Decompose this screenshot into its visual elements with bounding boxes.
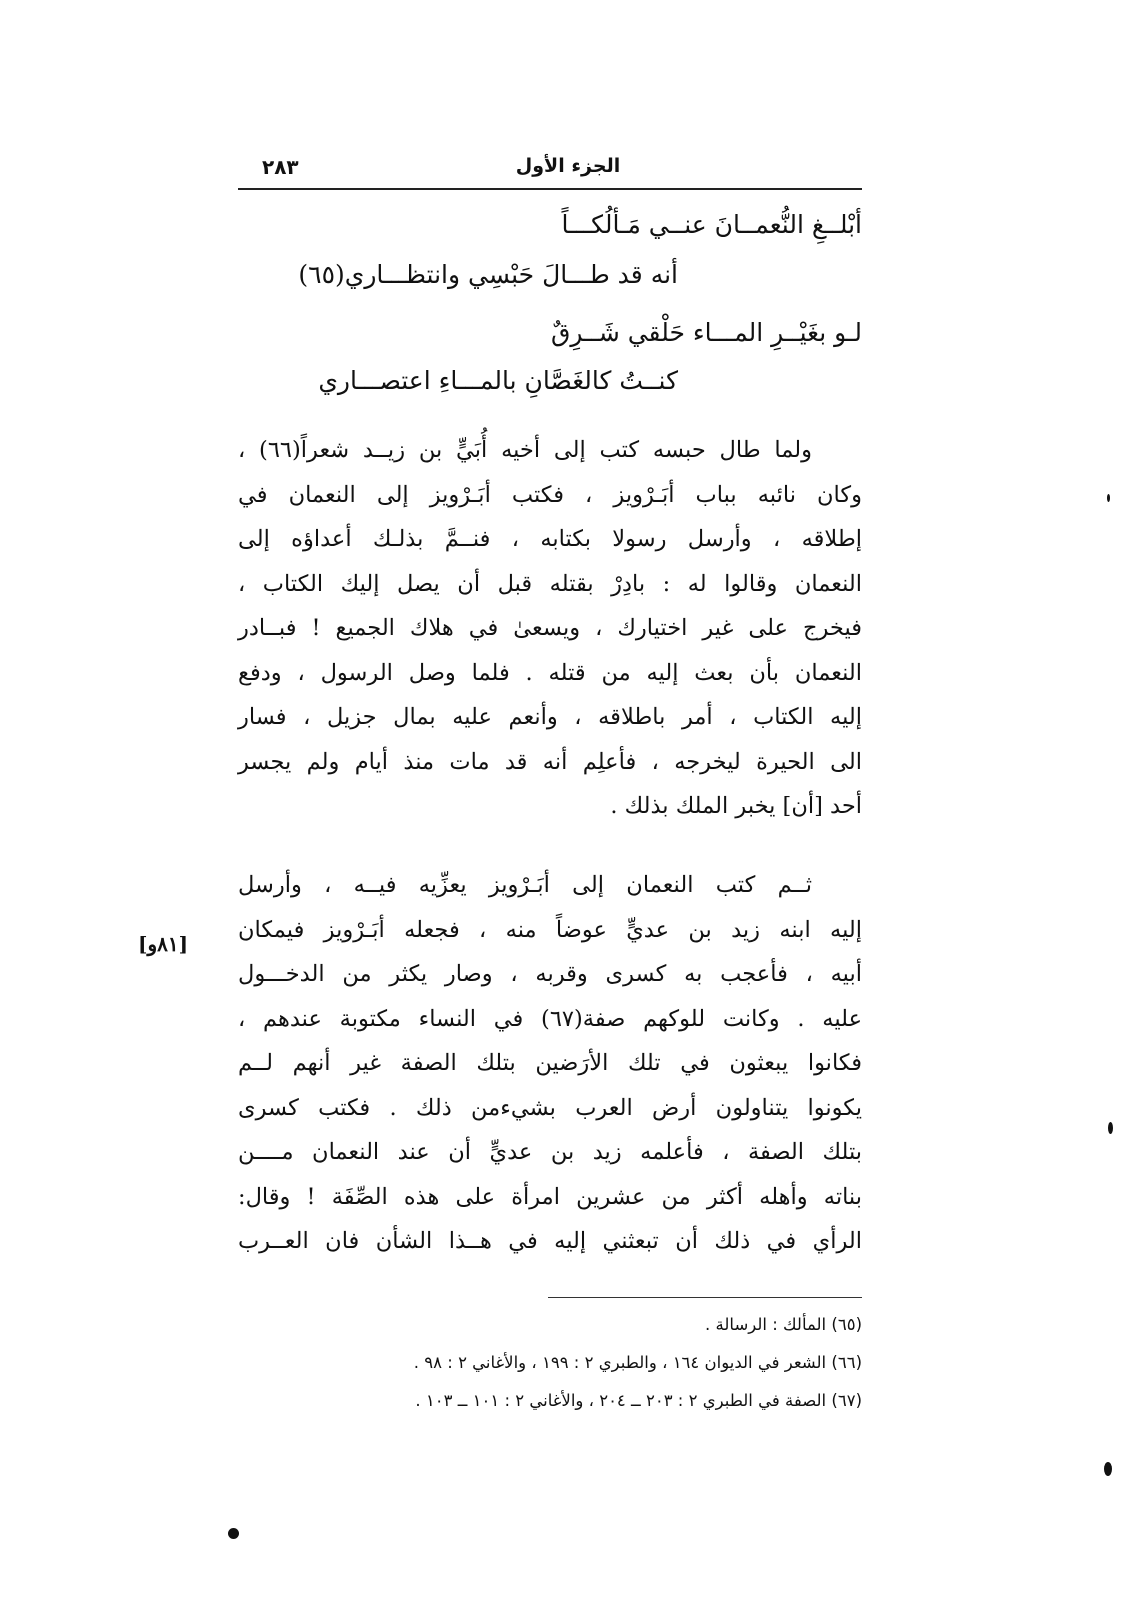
paragraph-line: النعمان بأن بعث إليه من قتله . فلما وصل الرسول ، ودفع	[238, 659, 862, 686]
paragraph-line: يكونوا يتناولون أرض العرب بشيءمن ذلك . فكتب كسرى	[238, 1094, 862, 1121]
paragraph-line: فيخرج على غير اختيارك ، ويسعىٰ في هلاك الجميع ! فبــادر	[238, 615, 862, 641]
footnote: (٦٥) المألك : الرسالة .	[705, 1315, 862, 1334]
page-number: ٢٨٣	[262, 155, 299, 179]
paragraph-line: فكانوا يبعثون في تلك الأرَضين بتلك الصفة غير أنهم لــم	[238, 1050, 862, 1076]
paragraph-line: النعمان وقالوا له : بادِرْ بقتله قبل أن يصل إليك الكتاب ،	[238, 570, 862, 597]
paragraph-line: وكان نائبه بباب أبَـرْويز ، فكتب أبَـرْويز إلى النعمان في	[238, 481, 862, 508]
paragraph-1	[238, 428, 862, 829]
scan-speck	[1107, 494, 1110, 502]
scan-speck	[228, 1528, 239, 1539]
paragraph-line: إليه الكتاب ، أمر باطلاقه ، وأنعم عليه بمال جزيل ، فسار	[238, 704, 862, 730]
paragraph-line: إطلاقه ، وأرسل رسولا بكتابه ، فنــمَّ بذلـك أعداؤه إلى	[238, 526, 862, 552]
poem-line: لـو بغَيْــرِ المـــاء حَلْقي شَــرِقٌ	[550, 318, 862, 347]
paragraph-line: إليه ابنه زيد بن عديٍّ عوضاً منه ، فجعله أبَـرْويز فيمكان	[238, 916, 862, 943]
paragraph-line: أبيه ، فأعجب به كسرى وقربه ، وصار يكثر من الدخـــول	[238, 961, 862, 987]
paragraph-line: بناته وأهله أكثر من عشرين امرأة على هذه الصِّفَة ! وقال:	[238, 1183, 862, 1210]
scan-speck	[1108, 1122, 1113, 1134]
paragraph-line: الى الحيرة ليخرجه ، فأعلِم أنه قد مات منذ أيام ولم يجسر	[238, 748, 862, 775]
paragraph-2	[238, 863, 862, 1264]
paragraph-line: الرأي في ذلك أن تبعثني إليه في هــذا الشأن فان العــرب	[238, 1228, 862, 1254]
poem-line: أنه قد طـــالَ حَبْسِي وانتظـــاري(٦٥)	[298, 260, 678, 289]
paragraph-line: ثــم كتب النعمان إلى أبَـرْويز يعزِّيه فيــه ، وأرسل	[238, 872, 812, 898]
poem-line: أبْلــغِ النُّعمــانَ عنــي مَـألُكـــاً	[561, 210, 862, 239]
scan-speck	[1104, 1462, 1112, 1476]
footnote: (٦٧) الصفة في الطبري ٢ : ٢٠٣ ــ ٢٠٤ ، والأغاني ٢ : ١٠١ ــ ١٠٣ .	[415, 1391, 862, 1410]
paragraph-line: ولما طال حبسه كتب إلى أخيه أُبَيٍّ بن زيــد شعراً(٦٦) ،	[238, 437, 812, 463]
paragraph-line: بتلك الصفة ، فأعلمه زيد بن عديٍّ أن عند النعمان مــــن	[238, 1139, 862, 1165]
paragraph-line: أحد [أن] يخبر الملك بذلك .	[610, 793, 862, 819]
poem	[238, 0, 862, 420]
footnote-rule	[548, 1297, 862, 1298]
running-header-title: الجزء الأول	[515, 155, 621, 177]
manuscript-folio-marker: [٨١و]	[138, 932, 189, 956]
footnotes	[238, 1306, 862, 1420]
footnote: (٦٦) الشعر في الديوان ١٦٤ ، والطبري ٢ : ١٩٩ ، والأغاني ٢ : ٩٨ .	[413, 1353, 862, 1372]
poem-line: كنــتُ كالغَصَّانِ بالمـــاءِ اعتصـــاري	[318, 366, 678, 395]
paragraph-line: عليه . وكانت للوكهم صفة(٦٧) في النساء مكتوبة عندهم ،	[238, 1005, 863, 1032]
